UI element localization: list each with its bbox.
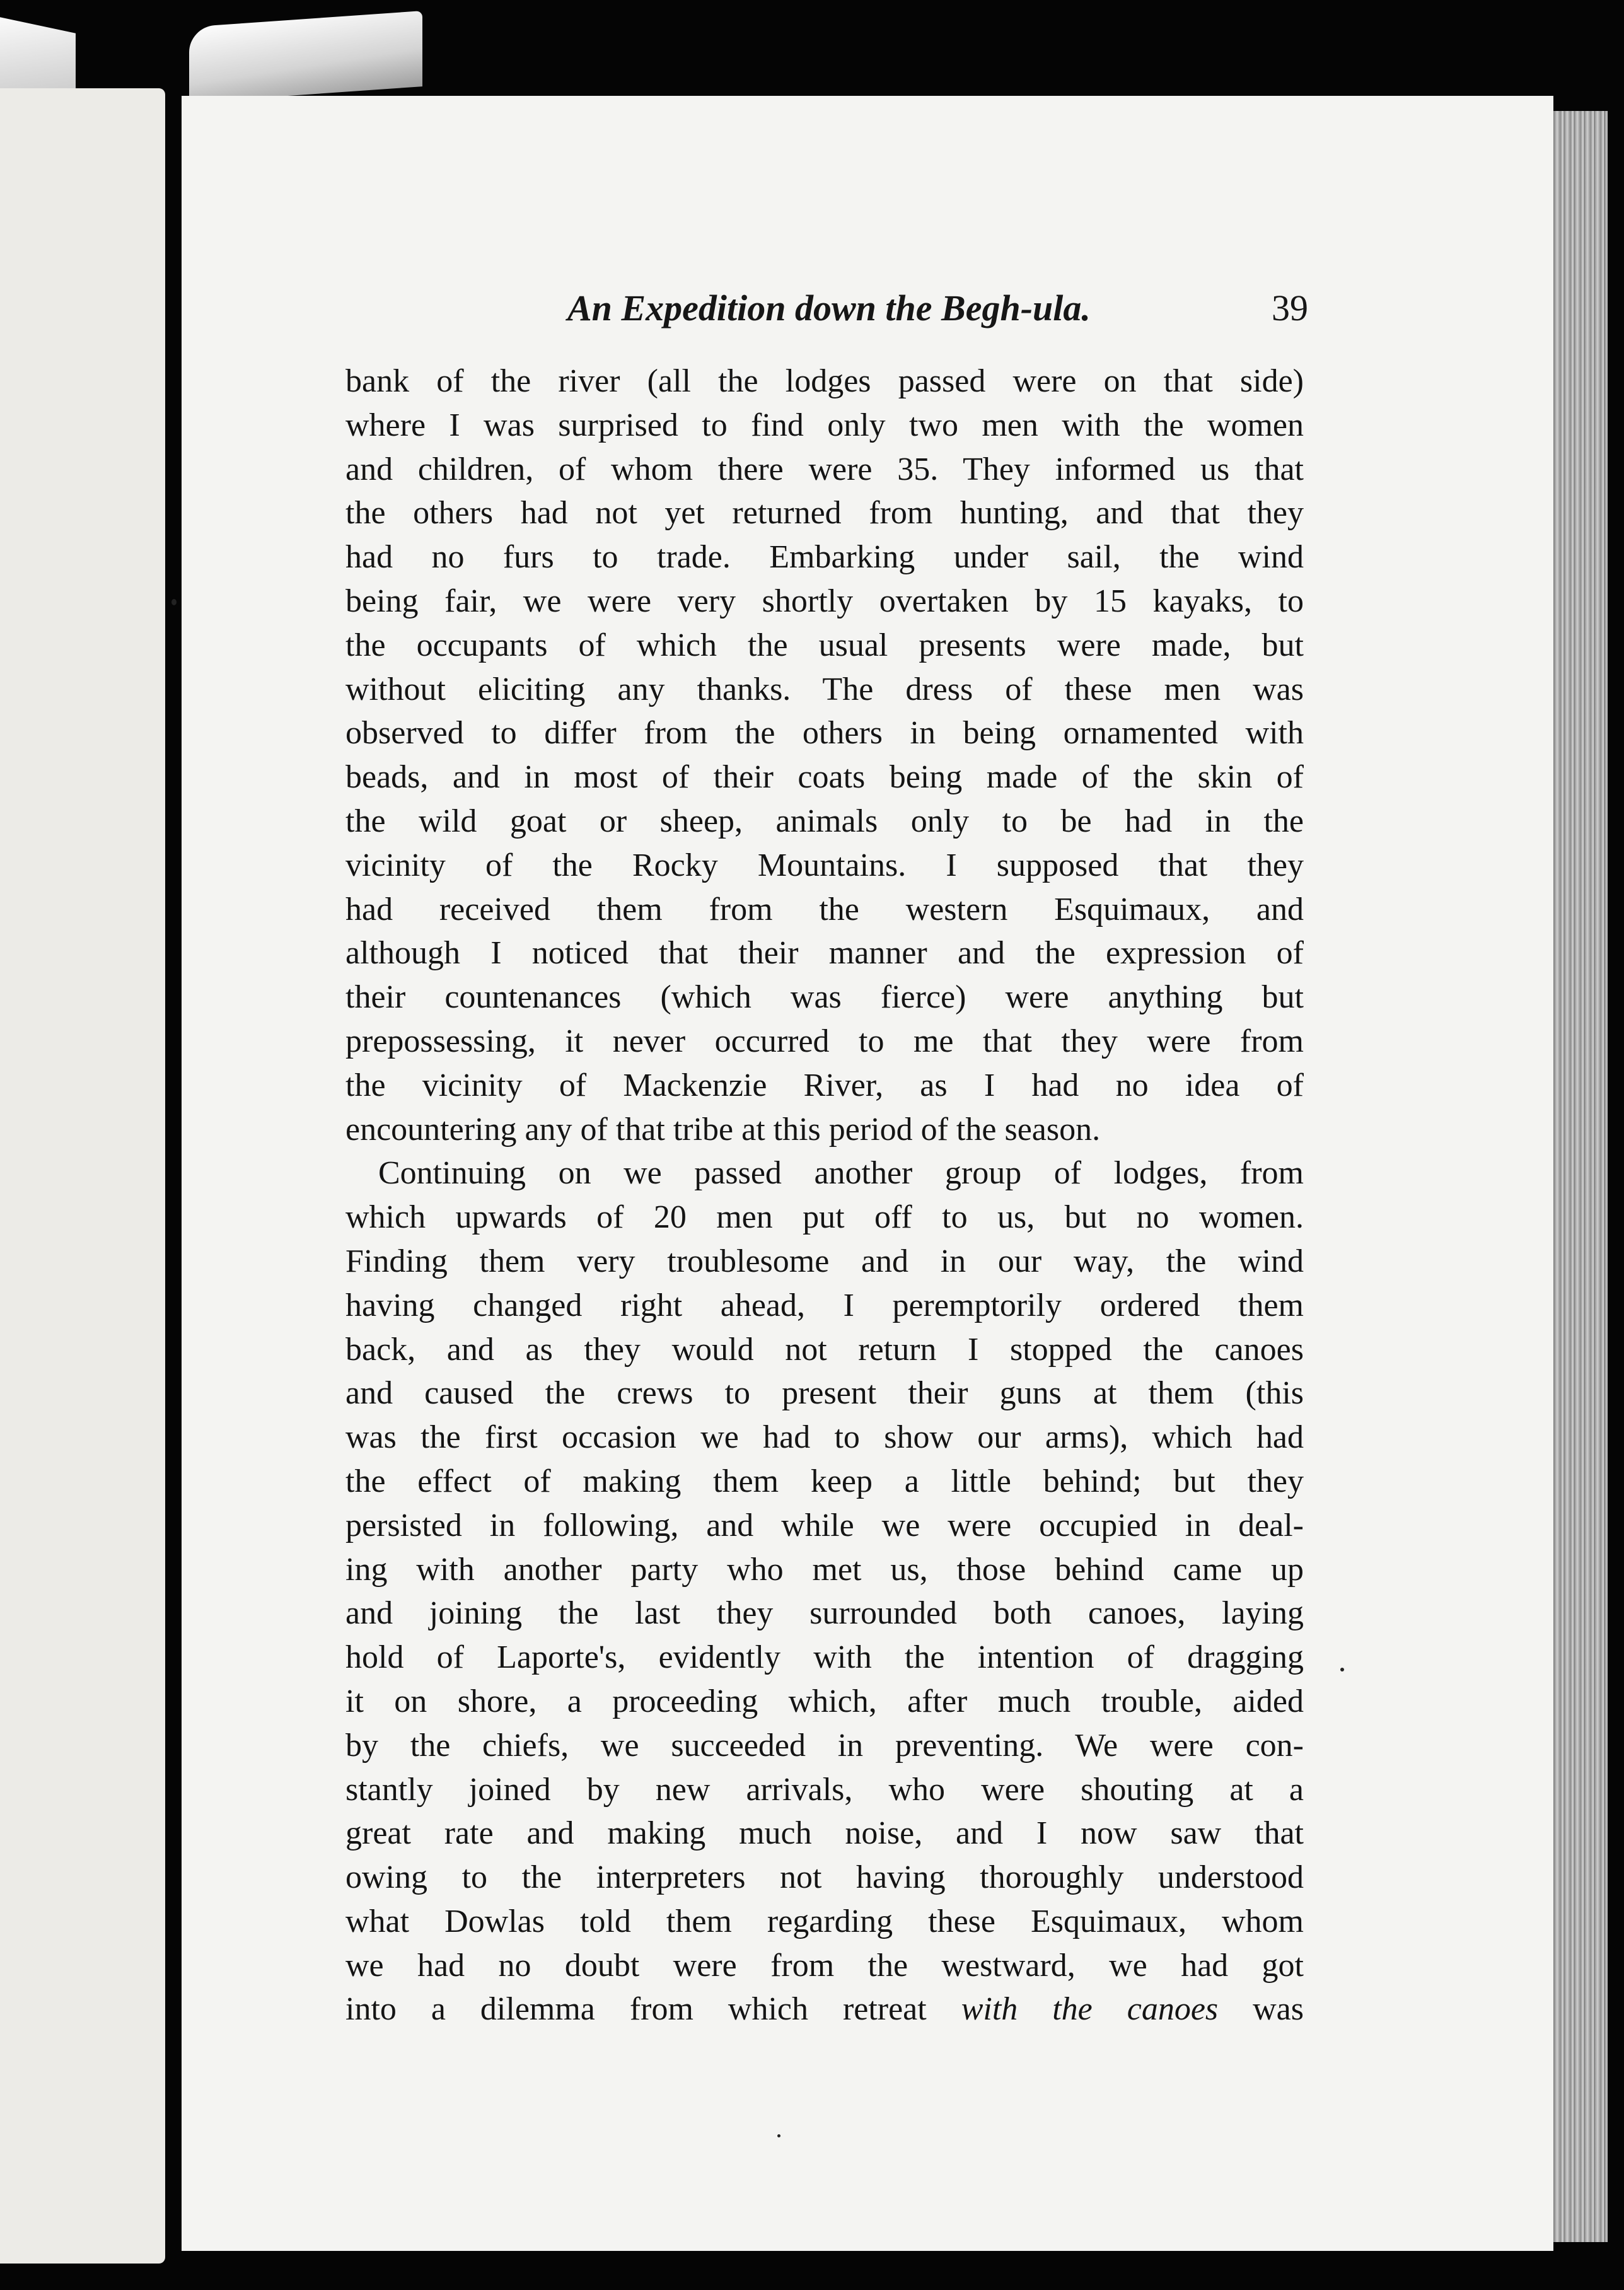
text-line: and joining the last they surrounded both canoes, laying xyxy=(345,1595,1304,1632)
running-title: An Expedition down the Begh-ula. xyxy=(567,288,1091,328)
text-line: the others had not yet returned from hunting, and that they xyxy=(345,495,1304,532)
paragraph-2 xyxy=(345,1151,1304,2031)
facing-page xyxy=(0,88,165,2264)
page-header xyxy=(340,287,1308,337)
italic-phrase: with the canoes xyxy=(961,1991,1219,2028)
text-line: which upwards of 20 men put off to us, but no women. xyxy=(345,1199,1304,1236)
text-line: hold of Laporte's, evidently with the intention of dragging xyxy=(345,1639,1304,1676)
text-line: without eliciting any thanks. The dress of these men was xyxy=(345,671,1304,707)
text-line: was the first occasion we had to show our arms), which had xyxy=(345,1419,1304,1456)
text-line: where I was surprised to find only two men with the women xyxy=(345,407,1304,443)
print-speck xyxy=(777,2134,780,2137)
text-line: the wild goat or sheep, animals only to be had in the xyxy=(345,803,1304,839)
text-line: beads, and in most of their coats being made of the skin of xyxy=(345,759,1304,796)
text-line: prepossessing, it never occurred to me that they were from xyxy=(345,1023,1304,1059)
text-line xyxy=(345,1987,1304,2031)
print-speck xyxy=(171,599,177,605)
text-line: having changed right ahead, I peremptorily ordered them xyxy=(345,1287,1304,1323)
text-line: Continuing on we passed another group of lodges, from xyxy=(378,1155,1304,1192)
torn-paper-corner xyxy=(189,11,422,103)
text-line: and children, of whom there were 35. They informed us that xyxy=(345,451,1304,487)
text-line: being fair, we were very shortly overtaken by 15 kayaks, to xyxy=(345,583,1304,619)
text-line: persisted in following, and while we were occupied in deal- xyxy=(345,1507,1304,1543)
last-line-start: into a dilemma from which retreat xyxy=(345,1991,961,2028)
body-text xyxy=(345,359,1304,2031)
text-line: their countenances (which was fierce) were anything but xyxy=(345,979,1304,1016)
paragraph-1 xyxy=(345,359,1304,1151)
last-line-end: was xyxy=(1218,1991,1304,2028)
page-edges xyxy=(1553,111,1608,2242)
text-line: the occupants of which the usual presents were made, but xyxy=(345,627,1304,663)
text-line: bank of the river (all the lodges passed were on that side) xyxy=(345,363,1304,399)
text-line: great rate and making much noise, and I now saw that xyxy=(345,1815,1304,1852)
text-line: had received them from the western Esquimaux, and xyxy=(345,891,1304,927)
page-number: 39 xyxy=(1272,288,1308,328)
text-line: had no furs to trade. Embarking under sail, the wind xyxy=(345,539,1304,576)
text-line: ing with another party who met us, those behind came up xyxy=(345,1551,1304,1588)
text-line: it on shore, a proceeding which, after much trouble, aided xyxy=(345,1683,1304,1719)
text-line: although I noticed that their manner and the expression of xyxy=(345,935,1304,972)
text-line: Finding them very troublesome and in our way, the wind xyxy=(345,1243,1304,1279)
text-line: by the chiefs, we succeeded in preventing. We were con- xyxy=(345,1727,1304,1764)
text-line: back, and as they would not return I stopped the canoes xyxy=(345,1331,1304,1368)
print-speck xyxy=(1340,1668,1344,1671)
text-line: vicinity of the Rocky Mountains. I supposed that they xyxy=(345,847,1304,883)
text-line: encountering any of that tribe at this period of the season. xyxy=(345,1111,1101,1148)
text-line: the effect of making them keep a little behind; but they xyxy=(345,1463,1304,1499)
text-line: we had no doubt were from the westward, we had got xyxy=(345,1947,1304,1984)
text-line: the vicinity of Mackenzie River, as I had no idea of xyxy=(345,1067,1304,1103)
text-line: stantly joined by new arrivals, who were shouting at a xyxy=(345,1771,1304,1808)
text-line: owing to the interpreters not having thoroughly understood xyxy=(345,1859,1304,1896)
text-line: what Dowlas told them regarding these Esquimaux, whom xyxy=(345,1903,1304,1939)
text-line: observed to differ from the others in being ornamented with xyxy=(345,715,1304,752)
text-line: and caused the crews to present their guns at them (this xyxy=(345,1375,1304,1412)
